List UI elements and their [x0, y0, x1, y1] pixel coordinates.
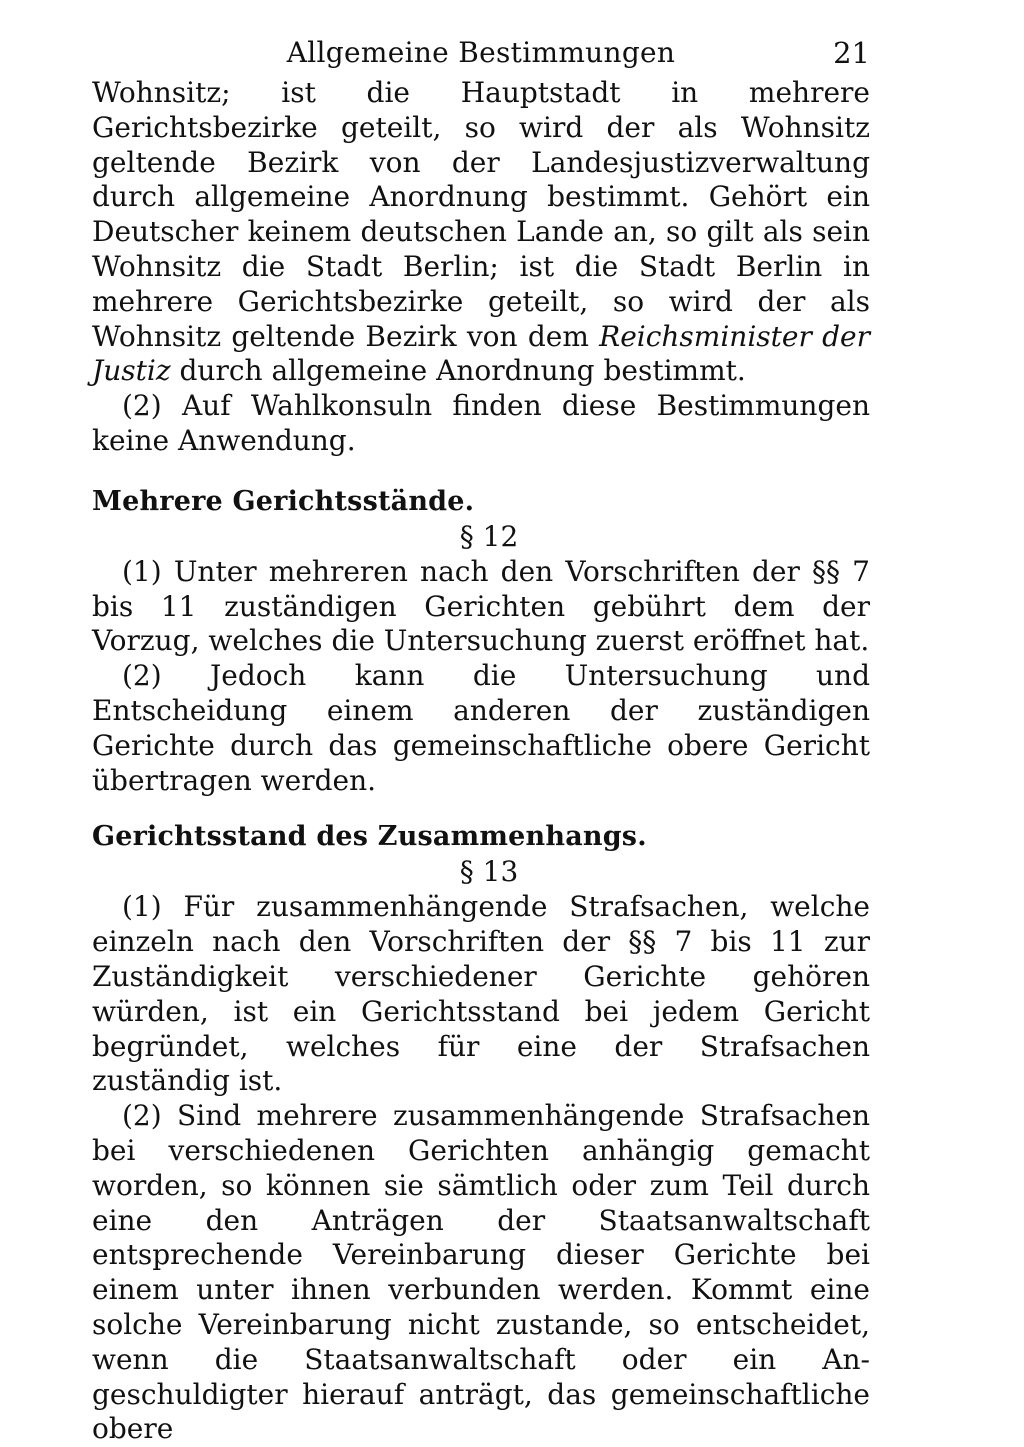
- running-title: Allgemeine Bestimmungen: [286, 36, 676, 69]
- paragraph-12-1: (1) Unter mehreren nach den Vorschriften der §§ 7 bis 11 zuständigen Gerichten gebührt dem der Vorzug, welches die Untersuchung zuerst eröffnet hat.: [92, 554, 870, 658]
- paragraph-12-2: (2) Jedoch kann die Untersuchung und Entscheidung einem anderen der zuständigen Gerichte durch das gemeinschaftliche obere Gericht übertragen werden.: [92, 659, 870, 797]
- section-number-13: § 13: [459, 855, 519, 889]
- paragraph-text: Wohnsitz; ist die Hauptstadt in mehrere Gerichtsbezirke geteilt, so wird der als Wohnsitz geltende Bezirk von der Landesjustizverwaltung durch allgemeine Anordnung bestimmt. Gehört ein Deutscher keinem deutschen Lande an, so gilt als sein Wohnsitz die Stadt Berlin; ist die Stadt Berlin in mehrere Gerichtsbezirke geteilt, so wird der als Wohnsitz geltende Bezirk von dem: [92, 76, 870, 353]
- document-page: [92, 30, 870, 1447]
- page-number: 21: [833, 36, 870, 70]
- section-heading-connection-venue: Gerichtsstand des Zusammenhangs.: [92, 821, 647, 853]
- paragraph-text: durch allgemeine Anordnung bestimmt.: [170, 354, 746, 388]
- paragraph-13-1: (1) Für zusammenhängende Strafsachen, welche einzeln nach den Vorschriften der §§ 7 bis 11 zur Zuständigkeit verschiedener Gerichte gehören würden, ist ein Gerichtsstand bei jedem Gericht begründet, welches für eine der Strafsachen zuständig ist.: [92, 890, 870, 1098]
- section-number-12: § 12: [459, 519, 519, 553]
- paragraph-2: (2) Auf Wahlkonsuln finden diese Bestimmungen keine Anwendung.: [92, 389, 870, 457]
- section-heading-multiple-venues: Mehrere Gerichtsstände.: [92, 485, 475, 517]
- italic-term: Reichsminister der Justiz: [92, 319, 870, 388]
- running-header: [92, 30, 870, 76]
- paragraph-continued: [92, 76, 870, 389]
- paragraph-13-2: (2) Sind mehrere zusammenhängende Strafsachen bei verschiedenen Gerichten anhängig gemacht worden, so können sie sämtlich oder zum Teil durch eine den Anträgen der Staatsanwaltschaft entsprechende Vereinbarung dieser Gerichte bei einem unter ihnen verbunden werden. Kommt eine solche Vereinbarung nicht zustande, so entscheidet, wenn die Staatsanwaltschaft oder ein Angeschuldigter hierauf anträgt, das gemeinschaftliche obere: [92, 1099, 870, 1446]
